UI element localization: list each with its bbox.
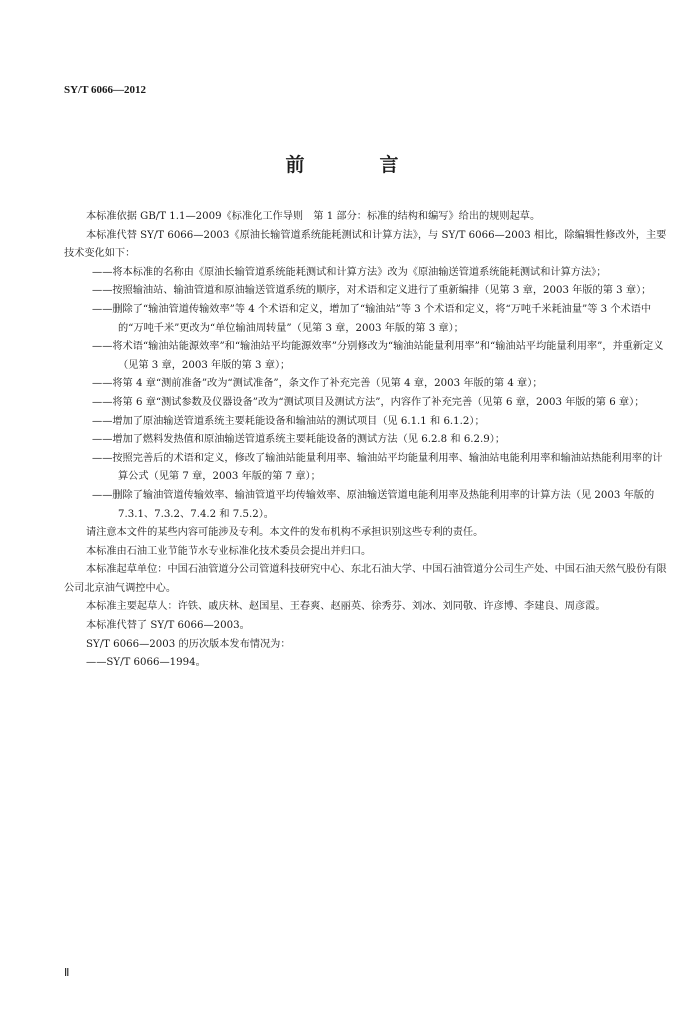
change-list-item: ——按照完善后的术语和定义，修改了输油站能量利用率、输油站平均能量利用率、输油站电能利用率和输油站热能利用率的计算公式（见第 7 章，2003 年版的第 7 章）； xyxy=(92,452,663,483)
page-title: 前 言 xyxy=(285,154,427,176)
standard-code: SY/T 6066—2012 xyxy=(64,84,147,96)
paragraph: 本标准由石油工业节能节水专业标准化技术委员会提出并归口。 xyxy=(86,545,372,557)
change-list-item: ——将本标准的名称由《原油长输管道系统能耗测试和计算方法》改为《原油输送管道系统能耗测试和计算方法》； xyxy=(92,266,607,278)
paragraph: 本标准代替 SY/T 6066—2003《原油长输管道系统能耗测试和计算方法》，与 SY/T 6066—2003 相比，除编辑性修改外，主要技术变化如下： xyxy=(64,229,667,260)
paragraph: SY/T 6066—2003 的历次版本发布情况为： xyxy=(86,638,291,650)
change-list-item: ——删除了输油管道传输效率、输油管道平均传输效率、原油输送管道电能利用率及热能利用率的计算方法（见 2003 年版的 7.3.1、7.3.2、7.4.2 和 7.5.2）。 xyxy=(92,489,655,520)
change-list-item: ——增加了燃料发热值和原油输送管道系统主要耗能设备的测试方法（见 6.2.8 和 6.2.9）； xyxy=(92,434,506,446)
paragraph: 本标准依据 GB/T 1.1—2009《标准化工作导则 第 1 部分：标准的结构和编写》给出的规则起草。 xyxy=(86,211,541,222)
paragraph: 本标准主要起草人：许铁、戚庆林、赵国星、王春爽、赵丽英、徐秀芬、刘冰、刘同敬、许彦博、李建良、周彦霞。 xyxy=(86,601,606,613)
paragraph: 本标准起草单位：中国石油管道分公司管道科技研究中心、东北石油大学、中国石油管道分公司生产处、中国石油天然气股份有限公司北京油气调控中心。 xyxy=(64,564,667,594)
change-list-item: ——删除了“输油管道传输效率”等 4 个术语和定义，增加了“输油站”等 3 个术语和定义，将“万吨千米耗油量”等 3 个术语中的“万吨千米”更改为“单位输油周转量”（见第 3 章，2003 年版的第 3 章）； xyxy=(92,303,652,334)
change-list-item: ——将第 4 章“测前准备”改为“测试准备”，条文作了补充完善（见第 4 章，2003 年版的第 4 章）； xyxy=(92,378,543,390)
change-list-item: ——将第 6 章“测试参数及仪器设备”改为“测试项目及测试方法”，内容作了补充完善（见第 6 章，2003 年版的第 6 章）； xyxy=(92,396,645,408)
paragraph: 本标准代替了 SY/T 6066—2003。 xyxy=(86,620,250,632)
change-list-item: ——按照输油站、输油管道和原油输送管道系统的顺序，对术语和定义进行了重新编排（见第 3 章，2003 年版的第 3 章）； xyxy=(92,285,652,297)
change-list-item: ——增加了原油输送管道系统主要耗能设备和输油站的测试项目（见 6.1.1 和 6.1.2）； xyxy=(92,415,485,427)
paragraph: ——SY/T 6066—1994。 xyxy=(86,657,206,669)
page-number: Ⅱ xyxy=(64,967,70,979)
foreword-body xyxy=(64,208,670,673)
paragraph: 请注意本文件的某些内容可能涉及专利。本文件的发布机构不承担识别这些专利的责任。 xyxy=(86,527,484,539)
change-list-item: ——将术语“输油站能源效率”和“输油站平均能源效率”分别修改为“输油站能量利用率”和“输油站平均能量利用率”，并重新定义（见第 3 章，2003 年版的第 3 章）； xyxy=(92,341,664,371)
